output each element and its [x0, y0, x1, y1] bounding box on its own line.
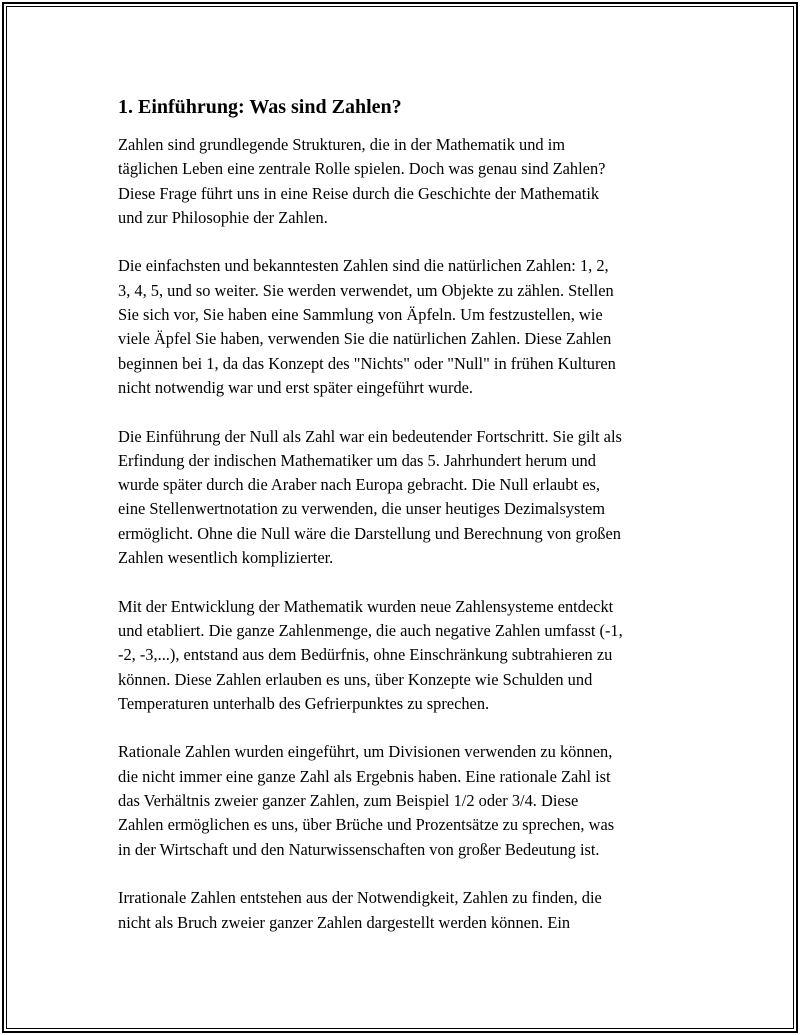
paragraph-5: Rationale Zahlen wurden eingeführt, um Divisionen verwenden zu können, die nicht immer eine ganze Zahl als Ergebnis haben. Eine rationale Zahl ist das Verhältnis zweier ganzer Zahlen, zum Beispiel 1/2 oder 3/4. Diese Zahlen ermöglichen es uns, über Brüche und Prozentsätze zu sprechen, was in der Wirtschaft und den Naturwissenschaften von großer Bedeutung ist.	[118, 742, 615, 859]
paragraph-3: Die Einführung der Null als Zahl war ein bedeutender Fortschritt. Sie gilt als Erfindung der indischen Mathematiker um das 5. Jahrhundert herum und wurde später durch die Araber nach Europa gebracht. Die Null erlaubt es, eine Stellenwertnotation zu verwenden, die unser heutiges Dezimalsystem ermöglicht. Ohne die Null wäre die Darstellung und Berechnung von großen Zahlen wesentlich komplizierter.	[118, 426, 622, 568]
paragraph-2: Die einfachsten und bekanntesten Zahlen sind die natürlichen Zahlen: 1, 2, 3, 4, 5, und so weiter. Sie werden verwendet, um Objekte zu zählen. Stellen Sie sich vor, Sie haben eine Sammlung von Äpfeln. Um festzustellen, wie viele Äpfel Sie haben, verwenden Sie die natürlichen Zahlen. Diese Zahlen beginnen bei 1, da das Konzept des "Nichts" oder "Null" in frühen Kulturen nicht notwendig war und erst später eingeführt wurde.	[118, 256, 616, 397]
document-body	[118, 95, 698, 959]
paragraph-6: Irrationale Zahlen entstehen aus der Notwendigkeit, Zahlen zu finden, die nicht als Bruch zweier ganzer Zahlen dargestellt werden können. Ein	[118, 888, 602, 932]
paragraph-4: Mit der Entwicklung der Mathematik wurden neue Zahlensysteme entdeckt und etabliert. Die ganze Zahlenmenge, die auch negative Zahlen umfasst (-1, -2, -3,...), entstand aus dem Bedürfnis, ohne Einschränkung subtrahieren zu können. Diese Zahlen erlauben es uns, über Konzepte wie Schulden und Temperaturen unterhalb des Gefrierpunktes zu sprechen.	[118, 596, 623, 713]
section-heading: 1. Einführung: Was sind Zahlen?	[118, 96, 402, 118]
paragraph-1: Zahlen sind grundlegende Strukturen, die in der Mathematik und im täglichen Leben eine zentrale Rolle spielen. Doch was genau sind Zahlen? Diese Frage führt uns in eine Reise durch die Geschichte der Mathematik und zur Philosophie der Zahlen.	[118, 135, 606, 227]
